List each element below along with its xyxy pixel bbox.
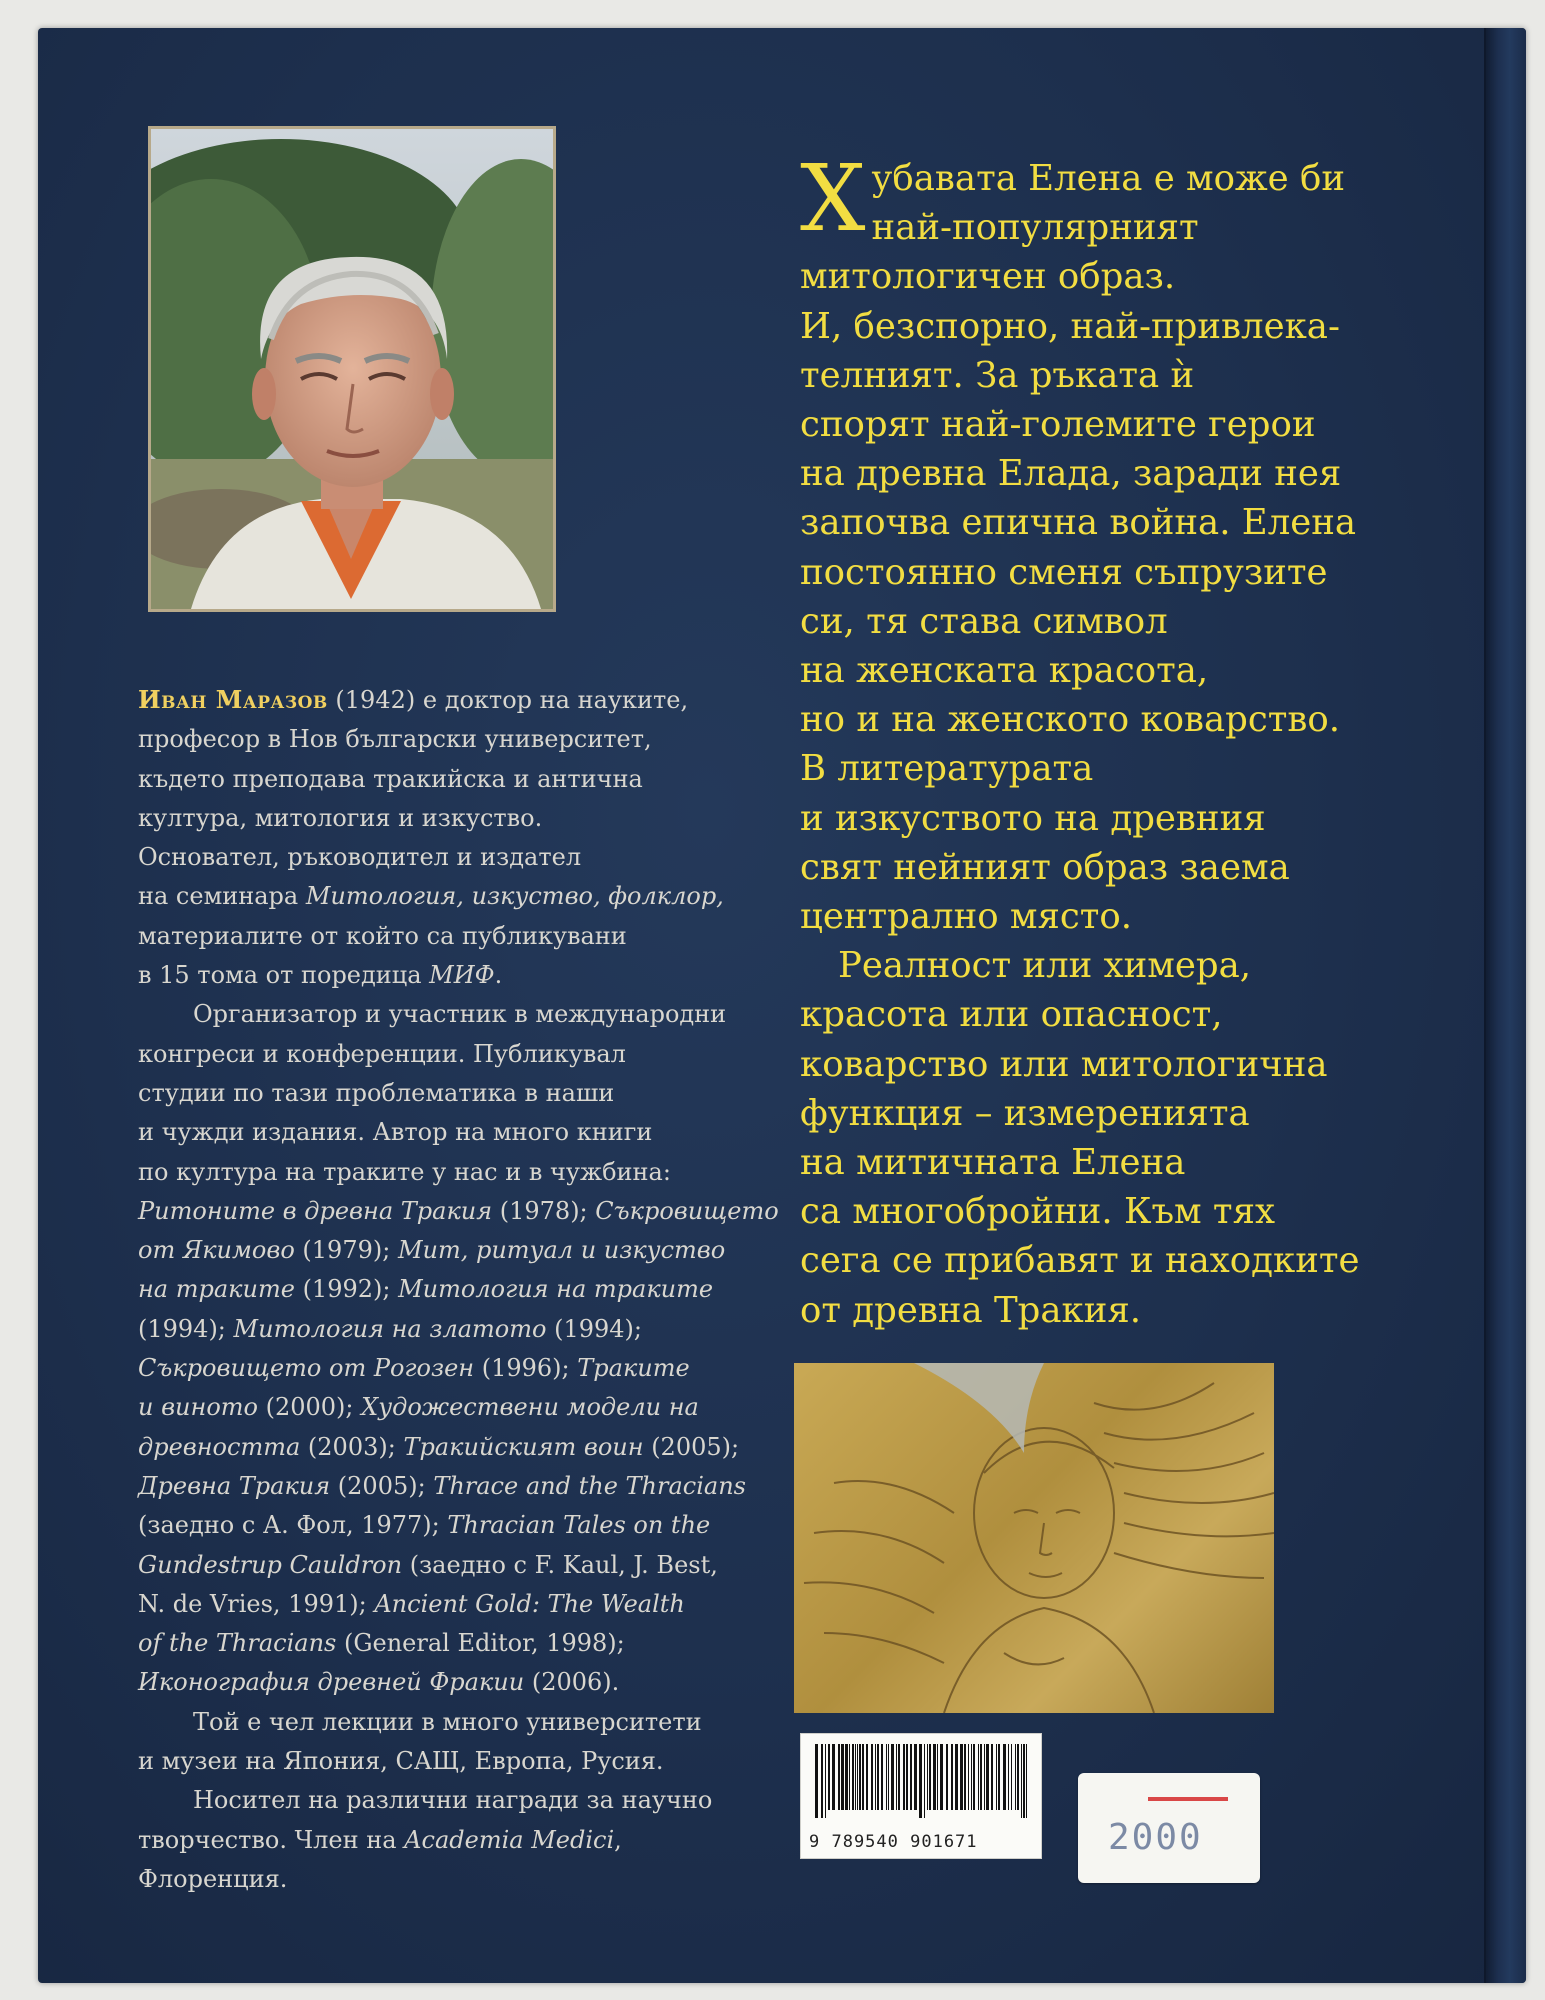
bibliography-line: (заедно с А. Фол, 1977); Thracian Tales on the (138, 1511, 711, 1540)
barcode-bar (984, 1744, 985, 1810)
blurb-line: и изкуството на древния (800, 797, 1266, 839)
barcode-bar (821, 1744, 823, 1818)
barcode-bar (919, 1744, 922, 1818)
barcode-bar (955, 1744, 958, 1810)
bibliography-line: Съкровището от Рогозен (1996); Траките (138, 1354, 690, 1383)
barcode-bar (998, 1744, 1000, 1810)
blurb-line: централно място. (800, 896, 1133, 938)
barcode-bar (1021, 1744, 1022, 1818)
bibliography-line: Древна Тракия (2005); Thrace and the Thracians (138, 1471, 746, 1500)
barcode-bar (815, 1744, 818, 1818)
barcode-bar (910, 1744, 912, 1810)
blurb-line: започва епична война. Елена (800, 502, 1357, 544)
barcode-bar (973, 1744, 975, 1810)
barcode-bar (877, 1744, 879, 1810)
barcode-bar (838, 1744, 840, 1810)
barcode-bar (841, 1744, 844, 1810)
blurb-line: митологичен образ. (800, 256, 1176, 298)
barcode-bar (968, 1744, 969, 1810)
drop-cap: Х (800, 145, 866, 252)
barcode-bars (801, 1734, 1041, 1830)
barcode-bar (964, 1744, 966, 1810)
barcode-bar (927, 1744, 928, 1810)
blurb-line: сега се прибавят и находките (800, 1240, 1360, 1282)
barcode-bar (924, 1744, 925, 1818)
barcode-bar (946, 1744, 948, 1810)
isbn-barcode (800, 1733, 1042, 1859)
barcode-bar (1026, 1744, 1027, 1818)
barcode-bar (852, 1744, 854, 1810)
blurb-line: но и на женското коварство. (800, 699, 1341, 741)
barcode-bar (891, 1744, 894, 1810)
price-sticker-stripe (1148, 1797, 1228, 1801)
barcode-bar (886, 1744, 887, 1810)
barcode-bar (855, 1744, 856, 1810)
barcode-bar (937, 1744, 938, 1810)
barcode-bar (862, 1744, 864, 1810)
bibliography-line: Gundestrup Cauldron (заедно с F. Kaul, J. Best, (138, 1550, 718, 1579)
barcode-bar (845, 1744, 848, 1810)
barcode-bar (888, 1744, 889, 1810)
barcode-bar (1023, 1744, 1025, 1818)
book-spine (1484, 28, 1526, 1983)
barcode-bar (940, 1744, 943, 1810)
blurb-line: спорят най-големите герои (800, 404, 1316, 446)
blurb-line: на древна Елада, заради нея (800, 453, 1342, 495)
price-value: 2000 (1108, 1817, 1203, 1858)
bibliography-line: от Якимово (1979); Мит, ритуал и изкуство (138, 1236, 726, 1265)
author-photo (148, 126, 556, 612)
author-bio (138, 680, 798, 1899)
barcode-bar (898, 1744, 900, 1810)
bio-paragraph-5: Носител на различни награди за научно творчество. Член на Academia Medici, Флоренция. (138, 1786, 713, 1893)
barcode-bar (933, 1744, 936, 1810)
blurb-line: коварство или митологична (800, 1043, 1328, 1085)
barcode-bar (986, 1744, 989, 1810)
barcode-bar (951, 1744, 953, 1810)
barcode-bar (980, 1744, 982, 1810)
bibliography-line: Ритоните в древна Тракия (1978); Съкровището (138, 1196, 779, 1225)
bibliography-line: и виното (2000); Художествени модели на (138, 1393, 699, 1422)
blurb-line: постоянно сменя съпрузите (800, 551, 1328, 593)
barcode-bar (832, 1744, 835, 1810)
barcode-bar (896, 1744, 897, 1810)
barcode-bar (1015, 1744, 1016, 1810)
bio-paragraph-4: Той е чел лекции в много университети и музеи на Япония, САЩ, Европа, Русия. (138, 1707, 702, 1776)
bio-paragraph-1: Иван Маразов (1942) е доктор на науките, професор в Нов български университет, където преподава тракийска и антична култура, митология и изкуство. (138, 685, 689, 832)
barcode-bar (960, 1744, 963, 1810)
bibliography-line: (1994); Митология на златото (1994); (138, 1314, 642, 1343)
blurb-line: от древна Тракия. (800, 1289, 1142, 1331)
bibliography-line: древността (2003); Тракийският воин (2005); (138, 1432, 740, 1461)
bibliography-list (138, 1192, 798, 1703)
gold-relief-image (794, 1363, 1274, 1713)
barcode-bar (828, 1744, 830, 1810)
blurb-line: си, тя става символ (800, 600, 1168, 642)
barcode-bar (914, 1744, 917, 1810)
barcode-bar (881, 1744, 883, 1810)
bibliography-line: N. de Vries, 1991); Ancient Gold: The Wealth (138, 1589, 685, 1618)
barcode-bar (1008, 1744, 1009, 1810)
blurb-line: на митичната Елена (800, 1142, 1186, 1184)
blurb-line: И, безспорно, най-привлека- (800, 305, 1340, 347)
blurb-line: В литературата (800, 748, 1094, 790)
bibliography-line: of the Thracians (General Editor, 1998); (138, 1629, 625, 1658)
book-back-cover (38, 28, 1526, 1983)
barcode-bar (825, 1744, 826, 1818)
bio-paragraph-3: Организатор и участник в международни конгреси и конференции. Публикувал студии по тази проблематика в наши и чужди издания. Автор на много книги по култура на траките у нас и в чужбина: Ритоните в древна Тракия (1978); Съкровището от Якимово (1979); Мит, ритуал и изкуство на траките (1992); Митология на траките (1994); Митология на златото (1994); Съкровището от Рогозен (1996); Траките и виното (2000); Художествени модели на древността (2003); Тракийският воин (2005); Древна Тракия (2005); Thrace and the Thracians (заедно с А. Фол, 1977); Thracian Tales on the Gundestrup Cauldron (заедно с F. Kaul, J. Best, N. de Vries, 1991); Ancient Gold: The Wealth of the Thracians (General Editor, 1998); Иконография древней Фракии (2006). (138, 995, 798, 1702)
price-sticker (1078, 1773, 1260, 1883)
bibliography-line: на траките (1992); Митология на траките (138, 1275, 714, 1304)
barcode-bar (857, 1744, 858, 1810)
barcode-bar (971, 1744, 972, 1810)
barcode-bar (1011, 1744, 1012, 1810)
author-name: Иван Маразов (138, 685, 328, 714)
blurb-line: красота или опасност, (800, 994, 1223, 1036)
barcode-bar (991, 1744, 993, 1810)
barcode-bar (929, 1744, 931, 1810)
blurb-line: телният. За ръката ѝ (800, 354, 1195, 396)
barcode-bar (1017, 1744, 1019, 1810)
blurb-line: са многобройни. Към тях (800, 1191, 1275, 1233)
barcode-bar (875, 1744, 876, 1810)
barcode-bar (1003, 1744, 1006, 1810)
blurb-line: функция – измеренията (800, 1092, 1250, 1134)
isbn-number: 9 789540 901671 (809, 1832, 978, 1852)
blurb-line: на женската красота, (800, 650, 1209, 692)
barcode-bar (849, 1744, 850, 1810)
barcode-bar (978, 1744, 979, 1810)
barcode-bar (996, 1744, 997, 1810)
barcode-bar (871, 1744, 873, 1810)
barcode-bar (866, 1744, 868, 1810)
bibliography-line: Иконография древней Фракии (2006). (138, 1668, 620, 1697)
barcode-bar (859, 1744, 861, 1810)
barcode-bar (906, 1744, 908, 1810)
book-blurb: Х убавата Елена е може би най-популярният митологичен образ. И, безспорно, най-привлека- телният. За ръката ѝ спорят най-големите герои на древна Елада, заради нея започва епична война. Елена постоянно сменя съпрузите си, тя става символ на женската красота, но и на женското коварство. В литературата и изкуството на древния свят нейният образ заема централно място. Реалност или химера, красота или опасност, коварство или митологична функция – измеренията на митичната Елена са многобройни. Към тях сега се прибавят и находките от древна Тракия. (800, 154, 1480, 1335)
blurb-line: свят нейният образ заема (800, 846, 1290, 888)
barcode-bar (903, 1744, 905, 1810)
bio-paragraph-2: Основател, ръководител и издател на семинара Митология, изкуство, фолклор, материалите от който са публикувани в 15 тома от поредица МИФ. (138, 843, 724, 990)
